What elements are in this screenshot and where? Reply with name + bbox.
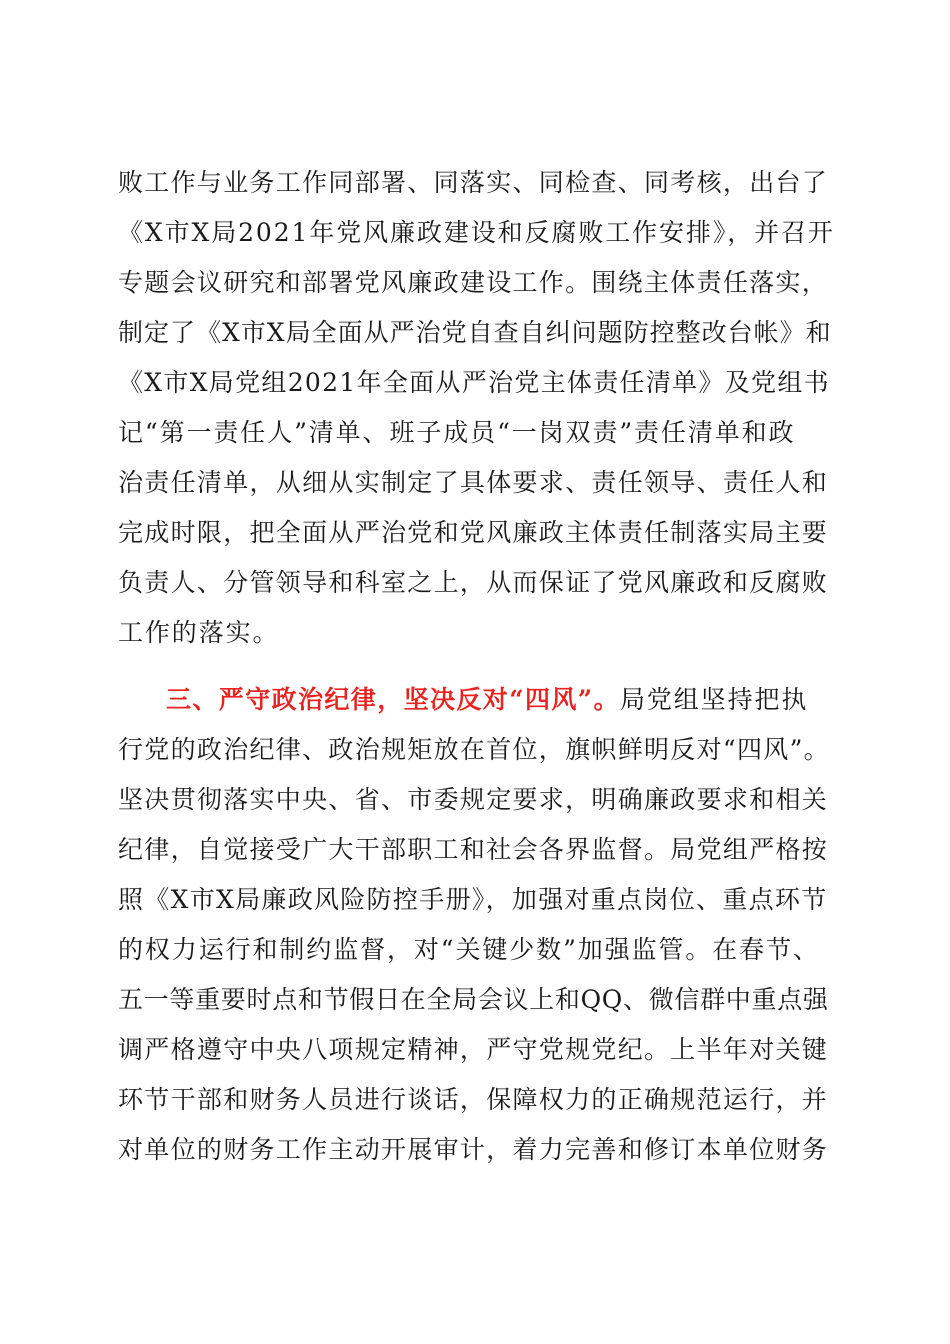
- text-line: 败工作与业务工作同部署、同落实、同检查、同考核，出台了: [118, 168, 829, 197]
- text-line: 《X市X局2021年党风廉政建设和反腐败工作安排》，并召开: [118, 218, 835, 247]
- text-line: 坚决贯彻落实中央、省、市委规定要求，明确廉政要求和相关: [118, 785, 829, 814]
- text-line: 对单位的财务工作主动开展审计，着力完善和修订本单位财务: [118, 1135, 829, 1164]
- text-line: 纪律，自觉接受广大干部职工和社会各界监督。局党组严格按: [118, 835, 829, 864]
- section-heading: 三、严守政治纪律，坚决反对“四风”。: [166, 685, 620, 714]
- text-line: 完成时限，把全面从严治党和党风廉政主体责任制落实局主要: [118, 518, 829, 547]
- text-line: 照《X市X局廉政风险防控手册》，加强对重点岗位、重点环节: [118, 885, 828, 914]
- heading-line-rest: 局党组坚持把执: [619, 685, 809, 714]
- text-line: 《X市X局党组2021年全面从严治党主体责任清单》及党组书: [118, 368, 830, 397]
- text-line: 五一等重要时点和节假日在全局会议上和QQ、微信群中重点强: [118, 985, 829, 1014]
- text-line: 环节干部和财务人员进行谈话，保障权力的正确规范运行，并: [118, 1085, 829, 1114]
- text-line: 记“第一责任人”清单、班子成员“一岗双责”责任清单和政: [118, 418, 796, 447]
- text-line: 行党的政治纪律、政治规矩放在首位，旗帜鲜明反对“四风”。: [118, 735, 830, 764]
- heading-line: [166, 684, 808, 716]
- text-line: 治责任清单，从细从实制定了具体要求、责任领导、责任人和: [118, 468, 829, 497]
- text-line: 专题会议研究和部署党风廉政建设工作。围绕主体责任落实，: [118, 268, 829, 297]
- text-line: 负责人、分管领导和科室之上，从而保证了党风廉政和反腐败: [118, 568, 829, 597]
- text-line: 的权力运行和制约监督，对“关键少数”加强监管。在春节、: [118, 935, 820, 964]
- text-line: 工作的落实。: [118, 618, 280, 647]
- text-line: 制定了《X市X局全面从严治党自查自纠问题防控整改台帐》和: [118, 318, 832, 347]
- text-line: 调严格遵守中央八项规定精神，严守党规党纪。上半年对关键: [118, 1035, 829, 1064]
